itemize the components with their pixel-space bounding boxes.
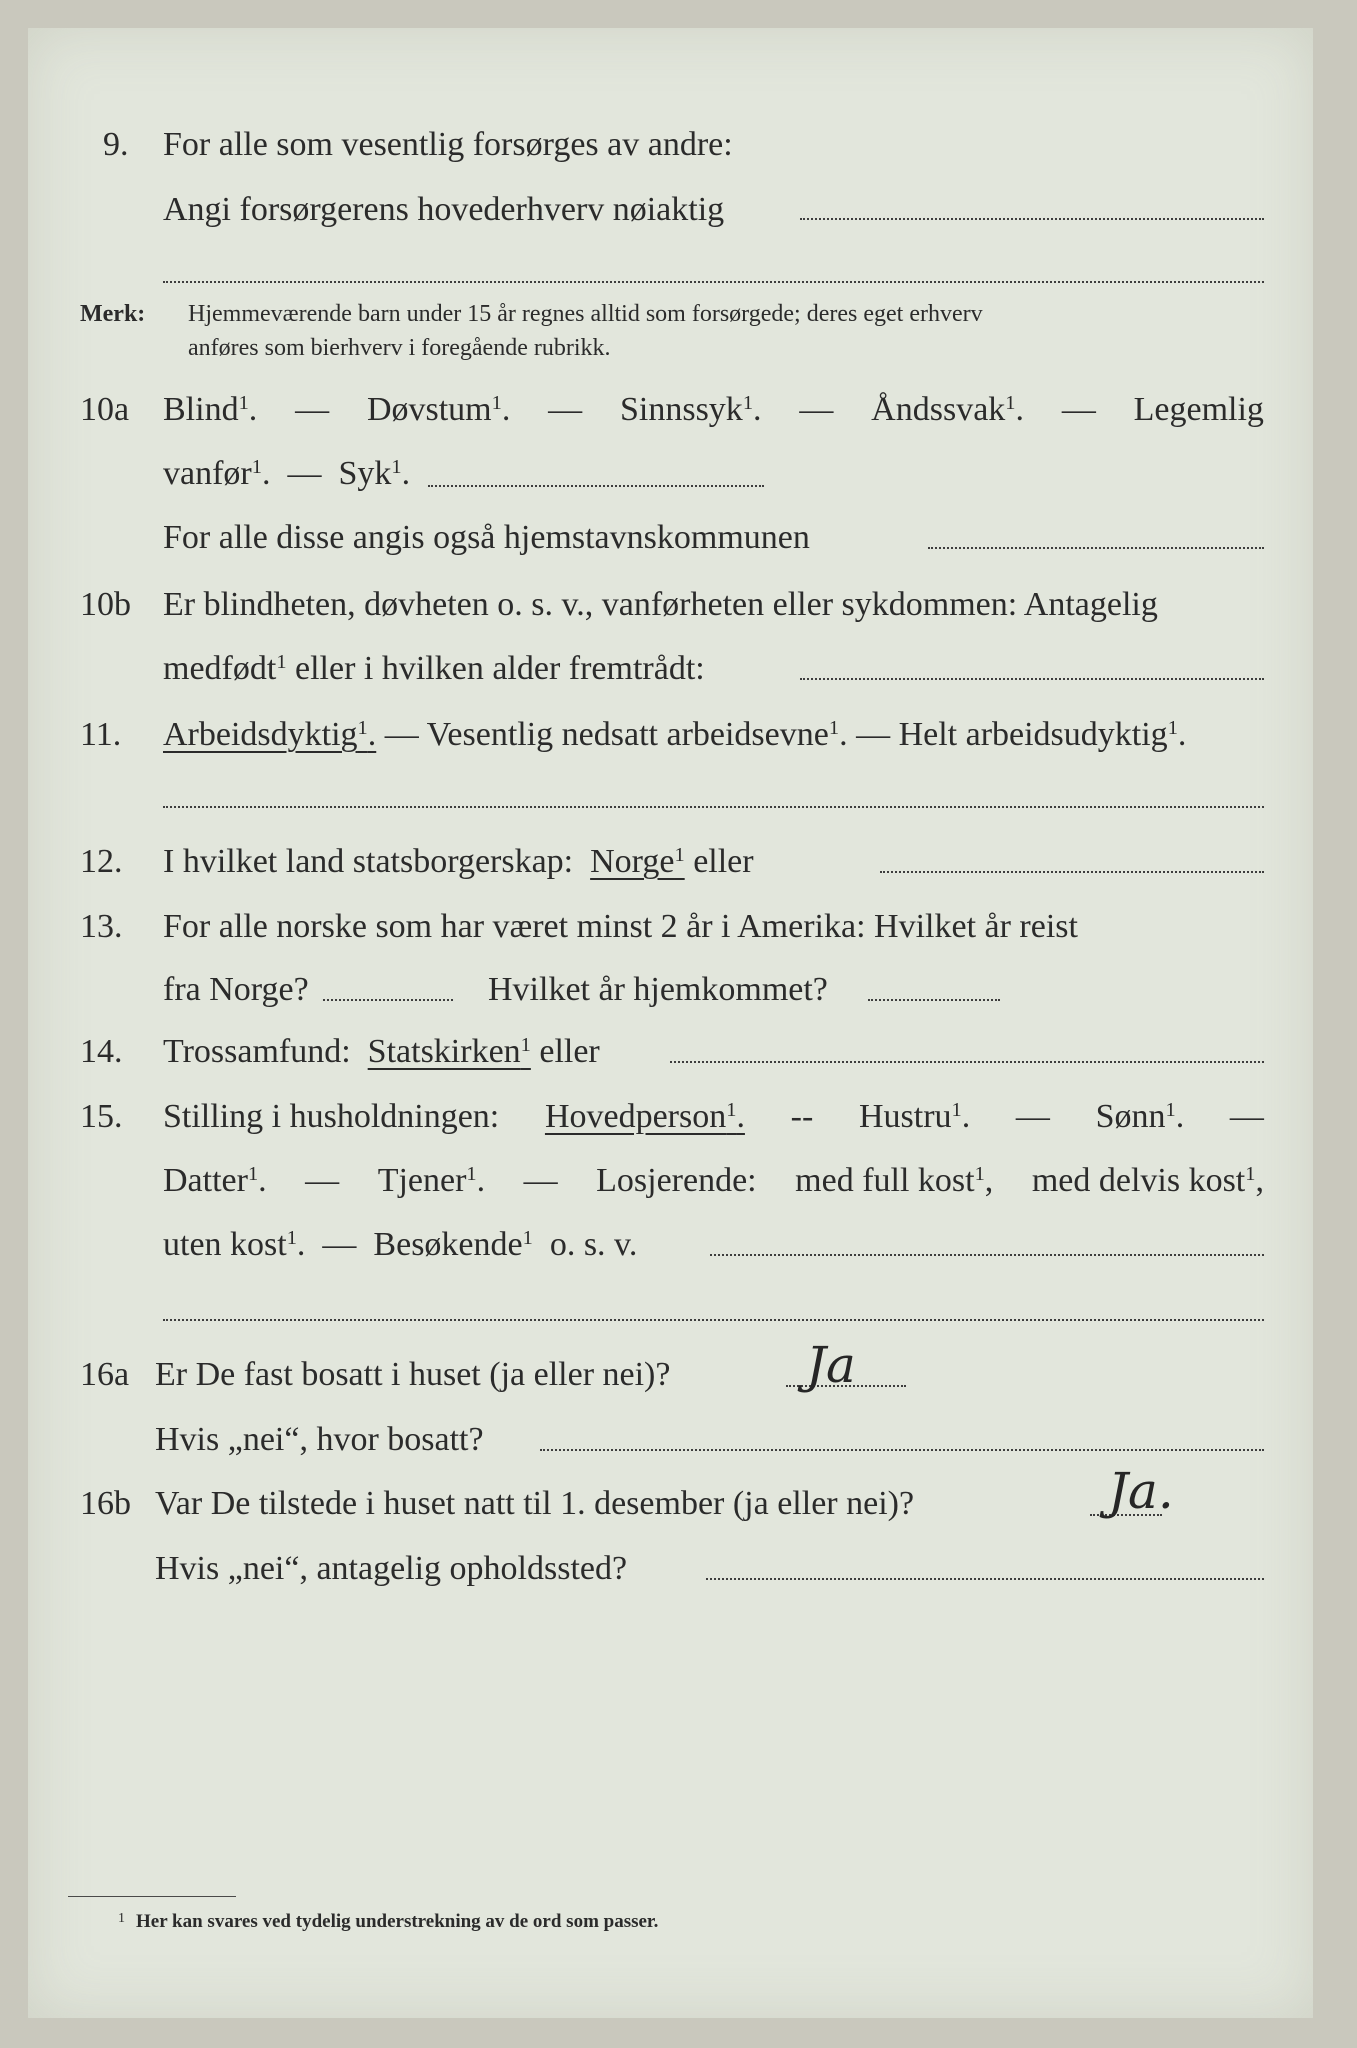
q10b-answer-line[interactable] — [800, 678, 1264, 680]
q9-answer-line[interactable] — [800, 218, 1264, 220]
q10a-answer-line[interactable] — [928, 547, 1264, 549]
q10a-number: 10a — [80, 391, 130, 428]
q15-answer-line-2[interactable] — [163, 1319, 1264, 1321]
q14-answer-line[interactable] — [670, 1061, 1264, 1063]
q11-number: 11. — [80, 716, 122, 753]
q15-line1: Stilling i husholdningen: Hovedperson$^1$. -- Hustru$^1$. — Sønn$^1$. — — [163, 1098, 1264, 1135]
norge-option-underlined: Norge$^1$ — [590, 843, 685, 880]
vanfor-option: vanfør — [163, 455, 252, 492]
q10a-line3: For alle disse angis også hjemstavnskommunen — [163, 519, 810, 556]
q13-line1: For alle norske som har været minst 2 år i Amerika: Hvilket år reist — [163, 908, 1078, 945]
footnote-mark: 1 — [118, 1911, 125, 1926]
q12-number: 12. — [80, 843, 123, 880]
delvis-kost-option: med delvis kost$^1$, — [1031, 1162, 1264, 1199]
q16a-bosatt-answer-line[interactable] — [540, 1449, 1264, 1451]
q9-line2: Angi forsørgerens hovederhverv nøiaktig — [163, 191, 725, 228]
q16b-line2: Hvis „nei“, antagelig opholdssted? — [155, 1550, 628, 1587]
syk-option: Syk — [338, 455, 392, 492]
q16b-handwritten-answer: Ja. — [1108, 1462, 1174, 1520]
merk-line1: Hjemmeværende barn under 15 år regnes alltid som forsørgede; deres eget erhverv — [188, 301, 983, 327]
sinnssyk-option: Sinnssyk$^1$. — [619, 391, 762, 428]
q13-hjemkommet: Hvilket år hjemkommet? — [488, 971, 828, 1008]
q16a-number: 16a — [80, 1356, 130, 1393]
q10b-line1: Er blindheten, døvheten o. s. v., vanførheten eller sykdommen: Antagelig — [163, 586, 1158, 623]
q10b-number: 10b — [80, 586, 131, 623]
hustru-option: Hustru$^1$. — [858, 1098, 971, 1135]
udyktig-option: Helt arbeidsudyktig — [898, 716, 1168, 753]
q14-number: 14. — [80, 1033, 123, 1070]
q16b-number: 16b — [80, 1485, 131, 1522]
q11-line1: Arbeidsdyktig$^1$. — Vesentlig nedsatt arbeidsevne$^1$. — Helt arbeidsudyktig$^1$. — [163, 716, 1187, 753]
statskirken-option-underlined: Statskirken$^1$ — [367, 1033, 531, 1070]
blind-option: Blind$^1$. — [163, 391, 258, 428]
q15-answer-line[interactable] — [710, 1254, 1264, 1256]
q16a-line2: Hvis „nei“, hvor bosatt? — [155, 1421, 484, 1458]
q16b-line1: Var De tilstede i huset natt til 1. desember (ja eller nei)? — [155, 1485, 915, 1522]
medfodt-option: medfødt — [163, 650, 277, 687]
merk-label: Merk: — [80, 301, 146, 327]
arbeidsdyktig-option-underlined: Arbeidsdyktig$^1$. — [163, 716, 377, 753]
q13-number: 13. — [80, 908, 123, 945]
q10a-line1: Blind$^1$. — Døvstum$^1$. — Sinnssyk$^1$. — Åndssvak$^1$. — Legemlig — [163, 391, 1264, 428]
q11-answer-line[interactable] — [163, 806, 1264, 808]
q9-line1: For alle som vesentlig forsørges av andre: — [163, 126, 733, 163]
dovstum-option: Døvstum$^1$. — [366, 391, 511, 428]
full-kost-option: med full kost$^1$, — [795, 1162, 994, 1199]
q10a-syk-line[interactable] — [428, 485, 764, 487]
q16b-opholdssted-answer-line[interactable] — [706, 1578, 1264, 1580]
q12-answer-line[interactable] — [880, 871, 1264, 873]
q15-line2: Datter$^1$. — Tjener$^1$. — Losjerende: med full kost$^1$, med delvis kost$^1$, — [163, 1162, 1264, 1199]
sonn-option: Sønn$^1$. — [1095, 1098, 1185, 1135]
q10b-line2: medfødt$^1$ eller i hvilken alder fremtrådt: — [163, 650, 705, 687]
tjener-option: Tjener$^1$. — [377, 1162, 486, 1199]
q16a-line1: Er De fast bosatt i huset (ja eller nei)? — [155, 1356, 671, 1393]
uten-kost-option: uten kost — [163, 1226, 287, 1263]
q16a-handwritten-answer: Ja — [806, 1336, 856, 1394]
legemlig-option: Legemlig — [1133, 391, 1264, 428]
q14-line: Trossamfund: Statskirken$^1$ eller — [163, 1033, 600, 1070]
footnote-rule — [68, 1896, 236, 1897]
datter-option: Datter$^1$. — [163, 1162, 267, 1199]
q15-number: 15. — [80, 1098, 123, 1135]
q13-hjemkommet-answer-line[interactable] — [868, 999, 1000, 1001]
q9-number: 9. — [103, 126, 129, 163]
q13-fra-norge: fra Norge? — [163, 971, 309, 1008]
q10a-line2: vanfør$^1$. — Syk$^1$. — [163, 455, 411, 492]
q9-answer-line-2[interactable] — [163, 281, 1264, 283]
footnote-text: Her kan svares ved tydelig understrekning av de ord som passer. — [136, 1911, 659, 1932]
merk-line2: anføres som bierhverv i foregående rubrikk. — [188, 335, 611, 361]
besokende-option: Besøkende — [373, 1226, 523, 1263]
andssvak-option: Åndssvak$^1$. — [871, 391, 1024, 428]
q12-line: I hvilket land statsborgerskap: Norge$^1$ eller — [163, 843, 754, 880]
nedsatt-option: Vesentlig nedsatt arbeidsevne — [426, 716, 829, 753]
q13-reist-answer-line[interactable] — [323, 999, 453, 1001]
q15-line3: uten kost$^1$. — Besøkende$^1$ o. s. v. — [163, 1226, 638, 1263]
hovedperson-option-underlined: Hovedperson$^1$. — [544, 1098, 745, 1135]
